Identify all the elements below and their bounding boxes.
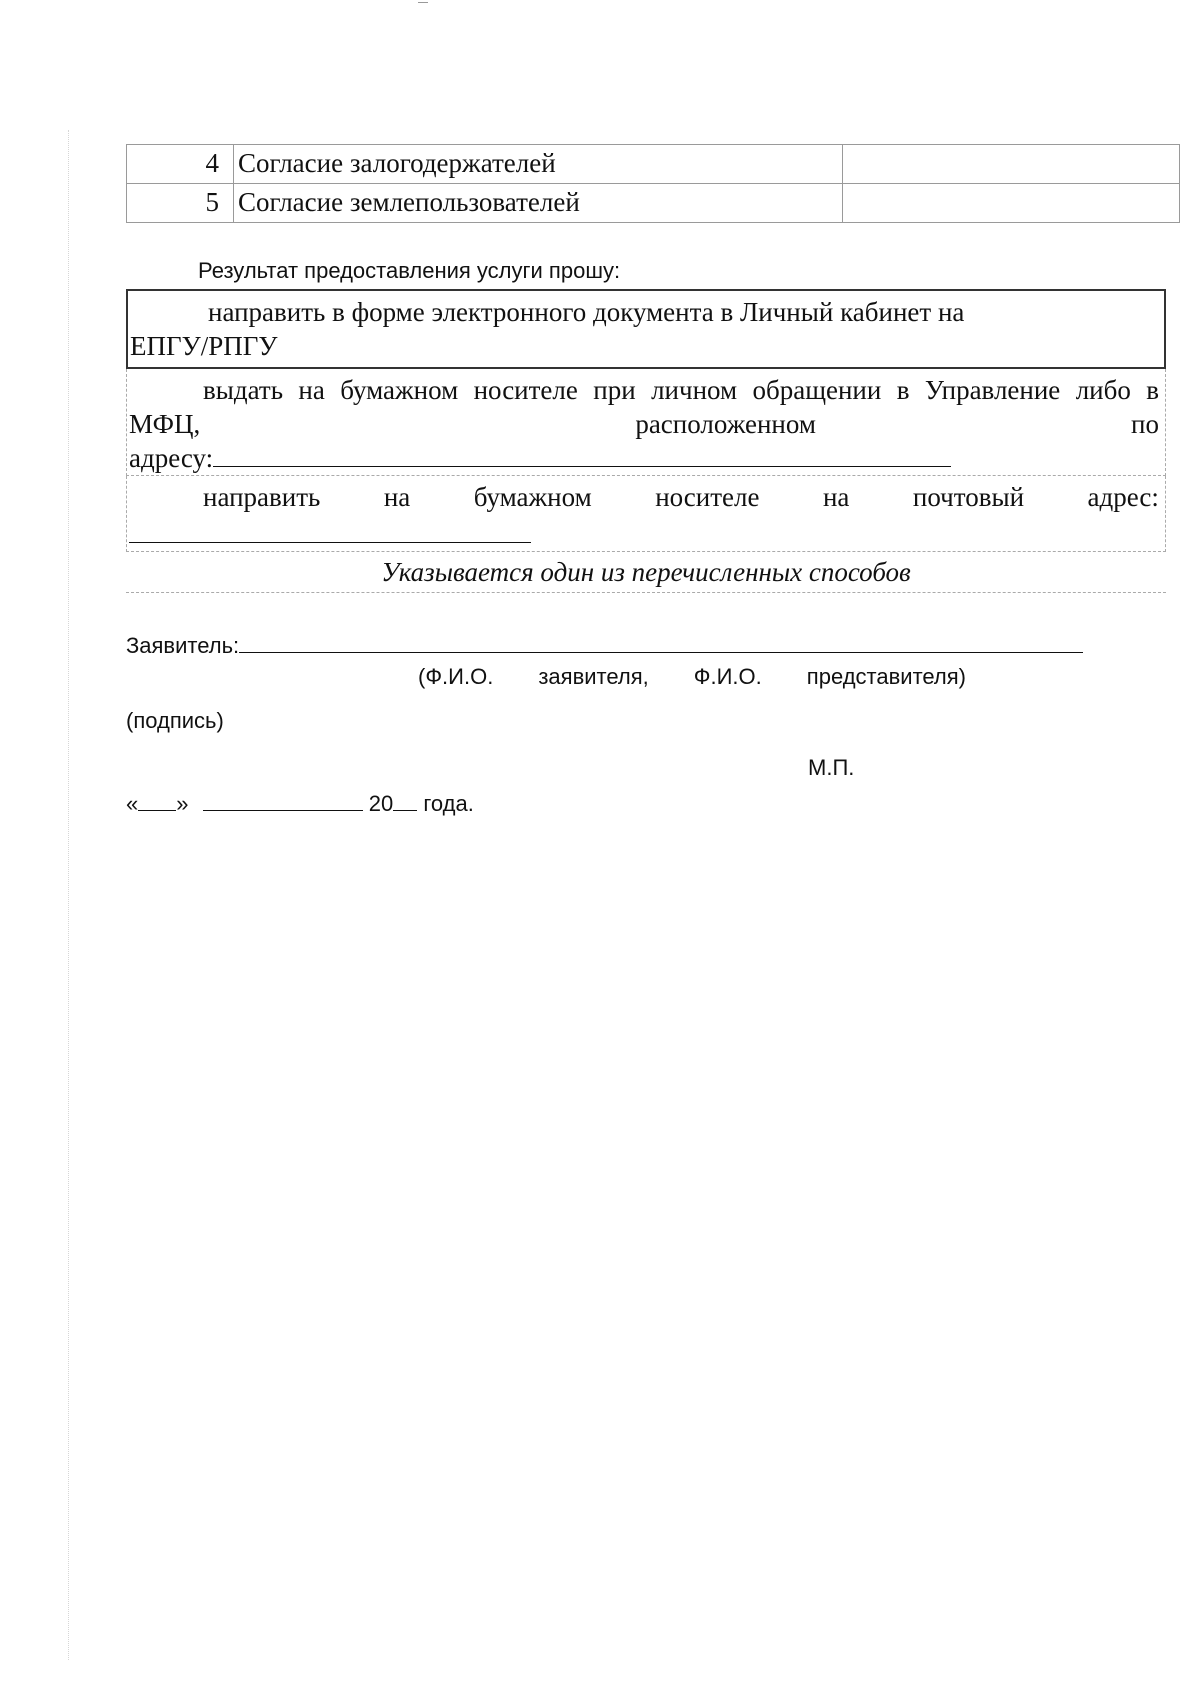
result-heading: Результат предоставления услуги прошу: (198, 258, 621, 283)
table-row (127, 184, 1180, 223)
options-note: Указывается один из перечисленных способов (126, 552, 1166, 593)
caption-word: Ф.И.О. (693, 664, 762, 689)
day-blank[interactable] (138, 788, 176, 811)
date-row (126, 788, 474, 817)
address-blank[interactable] (213, 442, 951, 467)
mail-word: адрес: (1087, 482, 1159, 512)
delivery-options (126, 289, 1166, 593)
month-blank[interactable] (203, 788, 363, 811)
option-paper-line2 (129, 407, 1159, 441)
year-suffix: года. (423, 791, 474, 816)
year-prefix: 20 (368, 791, 394, 816)
located-text: расположенном (635, 409, 816, 439)
postal-address-blank[interactable] (129, 514, 531, 543)
address-label: адресу: (129, 443, 214, 473)
mail-word: направить (203, 482, 321, 512)
option-mail-line1 (129, 480, 1159, 514)
applicant-name-blank[interactable] (239, 630, 1083, 653)
option-paper-line3 (129, 441, 1159, 475)
option-mail-line2 (129, 514, 1159, 551)
mail-word: бумажном (473, 482, 592, 512)
option-paper-line1: выдать на бумажном носителе при личном обращении в Управление либо в (203, 375, 1159, 405)
document-note (843, 145, 1180, 184)
document-name: Согласие залогодержателей (234, 145, 843, 184)
fio-caption (418, 664, 966, 690)
stamp-placeholder: М.П. (808, 755, 855, 780)
option-electronic-line1: направить в форме электронного документа в Личный кабинет на (208, 297, 965, 327)
caption-word: представителя) (806, 664, 966, 689)
by-text: по (1131, 409, 1159, 439)
option-electronic-line2: ЕПГУ/РПГУ (130, 331, 278, 361)
option-paper-mail[interactable] (126, 476, 1166, 552)
mail-word: носителе (655, 482, 760, 512)
year-blank[interactable] (393, 788, 417, 811)
mail-word: на (383, 482, 411, 512)
documents-table (126, 144, 1180, 223)
document-name: Согласие землепользователей (234, 184, 843, 223)
top-edge-mark (418, 2, 428, 3)
caption-word: заявителя, (538, 664, 649, 689)
mfc-text: МФЦ, (129, 409, 201, 439)
quote-close: » (176, 791, 189, 816)
document-note (843, 184, 1180, 223)
applicant-label: Заявитель: (126, 633, 240, 658)
row-number: 4 (127, 145, 234, 184)
table-row (127, 145, 1180, 184)
option-paper-in-person[interactable] (126, 369, 1166, 476)
applicant-row (126, 630, 1083, 659)
caption-word: (Ф.И.О. (418, 664, 494, 689)
margin-dotted-line (68, 130, 69, 1660)
quote-open: « (126, 791, 139, 816)
mail-word: почтовый (912, 482, 1025, 512)
signature-label: (подпись) (126, 708, 224, 733)
mail-word: на (822, 482, 850, 512)
option-electronic[interactable] (126, 289, 1166, 369)
row-number: 5 (127, 184, 234, 223)
